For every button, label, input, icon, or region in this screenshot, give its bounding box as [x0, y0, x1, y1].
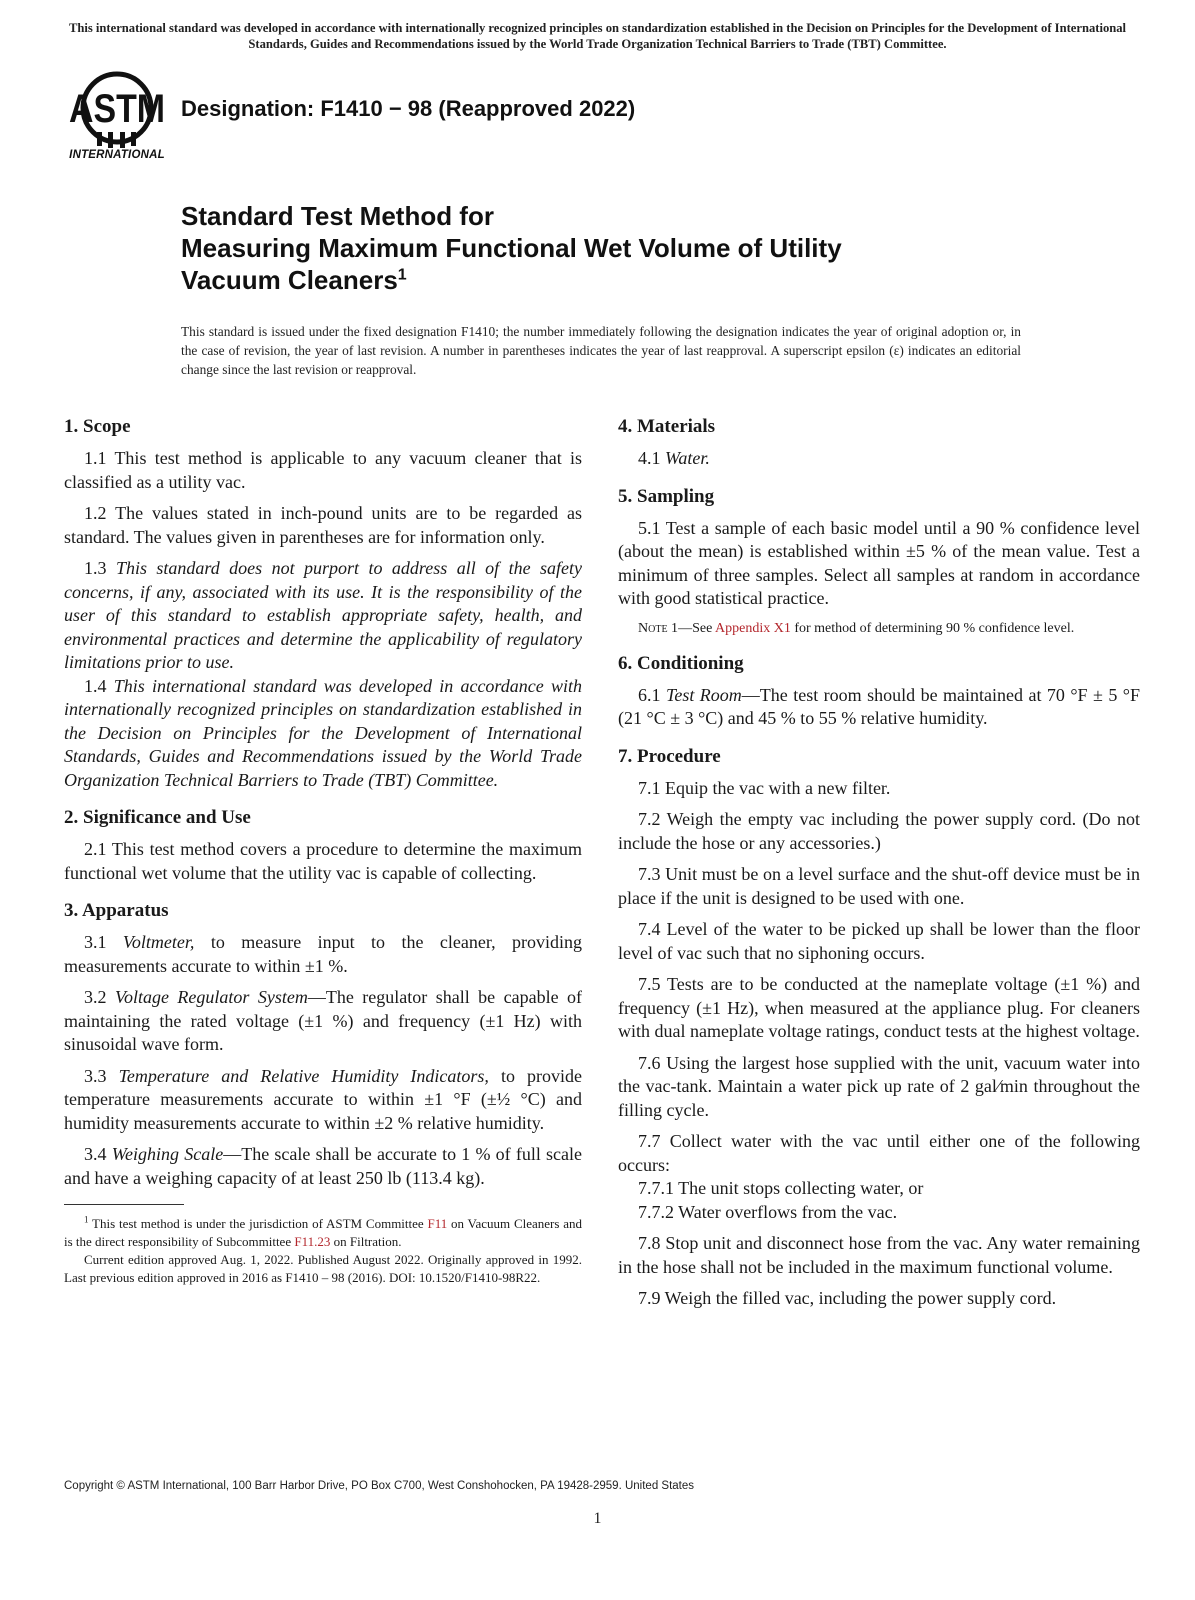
- para-3-2: [64, 986, 582, 1057]
- wto-banner: This international standard was developed in accordance with internationally recognized principles on standardization established in the Decision on Principles for the Development of International Standards, Guides and Recommendations issued by the World Trade Organization Technical Barriers to Trade (TBT) Committee.: [68, 21, 1127, 51]
- footnote-line-b: Current edition approved Aug. 1, 2022. Published August 2022. Originally approved in 1992. Last previous edition approved in 2016 as F1410 – 98 (2016). DOI: 10.1520/F1410-98R22.: [64, 1252, 582, 1285]
- astm-logo: [62, 70, 172, 164]
- para-7-8: 7.8 Stop unit and disconnect hose from the vac. Any water remaining in the hose shall not be included in the maximum functional volume.: [618, 1233, 1140, 1277]
- para-6-1-text: —The test room should be maintained at 70 °F ± 5 °F (21 °C ± 3 °C) and 45 % to 55 % relative humidity.: [618, 684, 1141, 728]
- footnote-line-a: [64, 1215, 582, 1251]
- intro-paragraph: This standard is issued under the fixed designation F1410; the number immediately following the designation indicates the year of original adoption or, in the case of revision, the year of last revision. A number in parentheses indicates the year of last reapproval. A superscript epsilon (ε) indicates an editorial change since the last revision or reapproval.: [181, 324, 1021, 377]
- para-3-1-text: to measure input to the cleaner, providing measurements accurate to within ±1 %.: [64, 932, 582, 976]
- para-7-9: 7.9 Weigh the filled vac, including the power supply cord.: [638, 1288, 1057, 1308]
- para-3-2-number: 3.2: [84, 987, 115, 1007]
- para-3-2-text: —The regulator shall be capable of maintaining the rated voltage (±1 %) and frequency (±1 Hz) with sinusoidal wave form.: [64, 987, 583, 1054]
- para-3-4-text: —The scale shall be accurate to 1 % of full scale and have a weighing capacity of at least 250 lb (113.4 kg).: [64, 1144, 583, 1188]
- para-1-3-number: 1.3: [84, 558, 116, 578]
- section-4-heading: 4. Materials: [618, 416, 716, 437]
- para-3-4-number: 3.4: [84, 1144, 112, 1164]
- footnote-text-2: on Vacuum Cleaners and is the direct responsibility of Subcommittee: [64, 1216, 582, 1249]
- para-6-1: [618, 684, 1140, 731]
- note-1-label: Note 1: [638, 620, 679, 636]
- page-number: 1: [593, 1510, 602, 1527]
- section-5-heading: 5. Sampling: [618, 485, 715, 507]
- para-3-3-text: to provide temperature measurements accurate to within ±1 °F (±½ °C) and humidity measurements accurate to within ±2 % relative humidity.: [64, 1065, 582, 1133]
- para-3-3-number: 3.3: [84, 1065, 119, 1086]
- para-4-1-term: Water.: [665, 448, 710, 468]
- designation: Designation: F1410 − 98 (Reapproved 2022): [181, 96, 636, 121]
- note-1-text-a: —See: [678, 620, 716, 636]
- document-title: [181, 200, 1081, 296]
- para-4-1-number: 4.1: [638, 448, 665, 468]
- note-1: [618, 619, 1140, 638]
- left-column: [64, 415, 582, 1287]
- para-3-1-term: Voltmeter,: [122, 932, 195, 952]
- para-7-7-2: 7.7.2 Water overflows from the vac.: [638, 1201, 898, 1222]
- section-1-heading: 1. Scope: [64, 416, 131, 437]
- para-3-2-term: Voltage Regulator System: [114, 987, 308, 1007]
- right-column: [618, 415, 1140, 1319]
- para-6-1-number: 6.1: [638, 684, 666, 705]
- appendix-x1-link[interactable]: Appendix X1: [715, 620, 791, 636]
- para-2-1: 2.1 This test method covers a procedure to determine the maximum functional wet volume that the utility vac is capable of collecting.: [64, 839, 582, 883]
- footnote-text-1: This test method is under the jurisdiction of ASTM Committee: [88, 1216, 428, 1231]
- para-6-1-term: Test Room: [665, 684, 742, 705]
- para-7-6: 7.6 Using the largest hose supplied with the unit, vacuum water into the vac-tank. Maintain a water pick up rate of 2 gal⁄min throughout the filling cycle.: [618, 1052, 1140, 1120]
- para-3-3: [64, 1065, 582, 1136]
- para-3-1-number: 3.1: [84, 932, 123, 952]
- footnote-marker: 1: [84, 1214, 89, 1225]
- title-footnote-ref[interactable]: 1: [397, 266, 407, 284]
- footnote-text-3: on Filtration.: [330, 1234, 402, 1249]
- para-1-3-text: This standard does not purport to address all of the safety concerns, if any, associated with its use. It is the responsibility of the user of this standard to establish appropriate safety, health, and environmental practices and determine the applicability of regulatory limitations prior to use.: [64, 558, 582, 672]
- footnote-divider: [64, 1204, 184, 1205]
- section-7-heading: 7. Procedure: [618, 745, 721, 767]
- para-7-7-1: 7.7.1 The unit stops collecting water, or: [638, 1178, 924, 1198]
- para-1-1: 1.1 This test method is applicable to any vacuum cleaner that is classified as a utility vac.: [64, 448, 582, 492]
- para-4-1: [618, 447, 1140, 471]
- para-7-5: 7.5 Tests are to be conducted at the nameplate voltage (±1 %) and frequency (±1 Hz), when measured at the appliance plug. For cleaners with dual nameplate voltage ratings, conduct tests at the highest voltage.: [618, 974, 1140, 1041]
- copyright-notice: Copyright © ASTM International, 100 Barr Harbor Drive, PO Box C700, West Conshohocken, PA 19428-2959. United States: [64, 1480, 695, 1492]
- para-7-1: 7.1 Equip the vac with a new filter.: [638, 777, 891, 798]
- para-7-4: 7.4 Level of the water to be picked up shall be lower than the floor level of vac such that no siphoning occurs.: [618, 919, 1140, 963]
- title-line-3: Vacuum Cleaners: [181, 265, 398, 295]
- para-1-3: [64, 557, 582, 675]
- para-7-7: 7.7 Collect water with the vac until either one of the following occurs:: [618, 1131, 1140, 1175]
- title-line-1: Standard Test Method for: [181, 201, 494, 231]
- para-1-4-text: This international standard was developed in accordance with internationally recognized principles on standardization established in the Decision on Principles for the Development of International Standards, Guides and Recommendations issued by the World Trade Organization Technical Barriers to Trade (TBT) Committee.: [64, 675, 582, 790]
- astm-logo-icon: [62, 70, 172, 150]
- para-1-4: [64, 675, 582, 793]
- para-3-1: [64, 931, 582, 978]
- section-3-heading: 3. Apparatus: [64, 900, 169, 921]
- logo-international: INTERNATIONAL: [69, 149, 165, 161]
- note-1-text-b: for method of determining 90 % confidence level.: [790, 620, 1075, 636]
- committee-f11-link[interactable]: F11: [427, 1216, 448, 1231]
- para-1-4-number: 1.4: [84, 675, 114, 696]
- para-7-3: 7.3 Unit must be on a level surface and the shut-off device must be in place if the unit is designed to be used with one.: [618, 864, 1140, 908]
- para-3-4: [64, 1143, 582, 1190]
- para-7-2: 7.2 Weigh the empty vac including the power supply cord. (Do not include the hose or any accessories.): [618, 809, 1140, 853]
- section-6-heading: 6. Conditioning: [618, 652, 744, 674]
- para-1-2: 1.2 The values stated in inch-pound units are to be regarded as standard. The values given in parentheses are for information only.: [64, 503, 582, 547]
- title-line-2: Measuring Maximum Functional Wet Volume of Utility: [181, 233, 842, 263]
- para-3-4-term: Weighing Scale: [111, 1144, 224, 1164]
- subcommittee-f11-23-link[interactable]: F11.23: [294, 1234, 331, 1249]
- para-5-1: 5.1 Test a sample of each basic model until a 90 % confidence level (about the mean) is established within ±5 % of the mean value. Test a minimum of three samples. Select all samples at random in accordance with good statistical practice.: [618, 517, 1140, 608]
- para-3-3-term: Temperature and Relative Humidity Indicators,: [118, 1065, 489, 1086]
- section-2-heading: 2. Significance and Use: [64, 807, 251, 828]
- footnote: [64, 1215, 582, 1287]
- logo-text: ASTM: [69, 87, 165, 131]
